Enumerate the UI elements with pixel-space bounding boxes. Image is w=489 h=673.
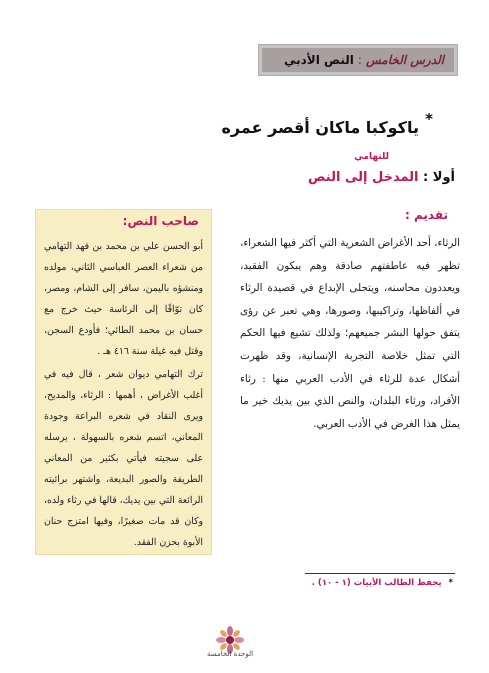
banner-lesson-label: الدرس الخامس — [365, 53, 444, 67]
poem-title-text: ياكوكبا ماكان أقصر عمره — [221, 118, 419, 137]
section-title: المدخل إلى النص — [308, 170, 419, 185]
footnote-text: يحفظ الطالب الأبيات (١ - ١٠) . — [311, 578, 442, 588]
footnote-marker: * — [448, 578, 453, 588]
poet-name: للتهامي — [354, 152, 389, 162]
unit-label: الوحدة الخامسة — [206, 650, 254, 658]
intro-column — [240, 208, 460, 435]
title-footnote-marker: * — [425, 110, 433, 128]
banner-separator: : — [357, 53, 362, 67]
poem-title — [221, 110, 433, 137]
footnote — [312, 578, 453, 588]
footnote-divider — [305, 573, 455, 574]
section-number: أولا : — [423, 170, 455, 185]
author-paragraph-1: أبو الحسن علي بن محمد بن فهد التهامي من شعراء العصر العباسي الثاني، مولده ومنشؤه باليمن، سافر إلى الشام، ومصر، كان توّاقًا إلى الرئاسة حيث خرج مع حسان بن محمد الطائي؛ فأودع السجن، وقتل فيه غيلة سنة ٤١٦ هـ . — [44, 241, 203, 357]
author-box — [35, 209, 212, 555]
section-heading — [308, 170, 455, 185]
intro-heading: تقديم : — [405, 208, 448, 222]
lesson-banner-inner — [262, 48, 454, 72]
author-paragraph-2: ترك التهامي ديوان شعر ، قال فيه في أغلب الأغراض ، أهمها : الرثاء، والمديح، ويرى النقاد في شعره البراعة وجودة المعاني، اتسم شعره بالسهولة ، يرسله على سجيته فيأتي بكثير من المعاني الطريفة والصور البديعة، واشتهر برائيته الرائعة التي بين يديك، قالها في رثاء ولده، وكان قد مات صغيرًا، وفيها امتزج حنان الأبوة بحزن الفقد. — [44, 369, 203, 548]
author-heading: صاحب النص: — [122, 214, 199, 228]
banner-topic-label: النص الأدبي — [284, 53, 354, 67]
lesson-banner — [258, 44, 458, 76]
intro-body: الرثاء، أحد الأغراض الشعرية التي أكثر فيها الشعراء، تظهر فيه عاطفتهم صادقة وهم يبكون الفقيد، ويعددون محاسنه، ويتجلى الإبداع في قصيدة الرثاء في ألفاظها، وتراكيبها، وصورها، وهي تعبر عن رؤى يتفق حولها البشر جميعهم؛ ولذلك تشيع فيها الحكم التي تمثل خلاصة التجربة الإنسانية، وقد ظهرت أشكال عدة للرثاء في الأدب العربي منها : رثاء الأفراد، ورثاء البلدان، والنص الذي بين يديك خير ما يمثل هذا الغرض في الأدب العربي. — [240, 237, 460, 430]
